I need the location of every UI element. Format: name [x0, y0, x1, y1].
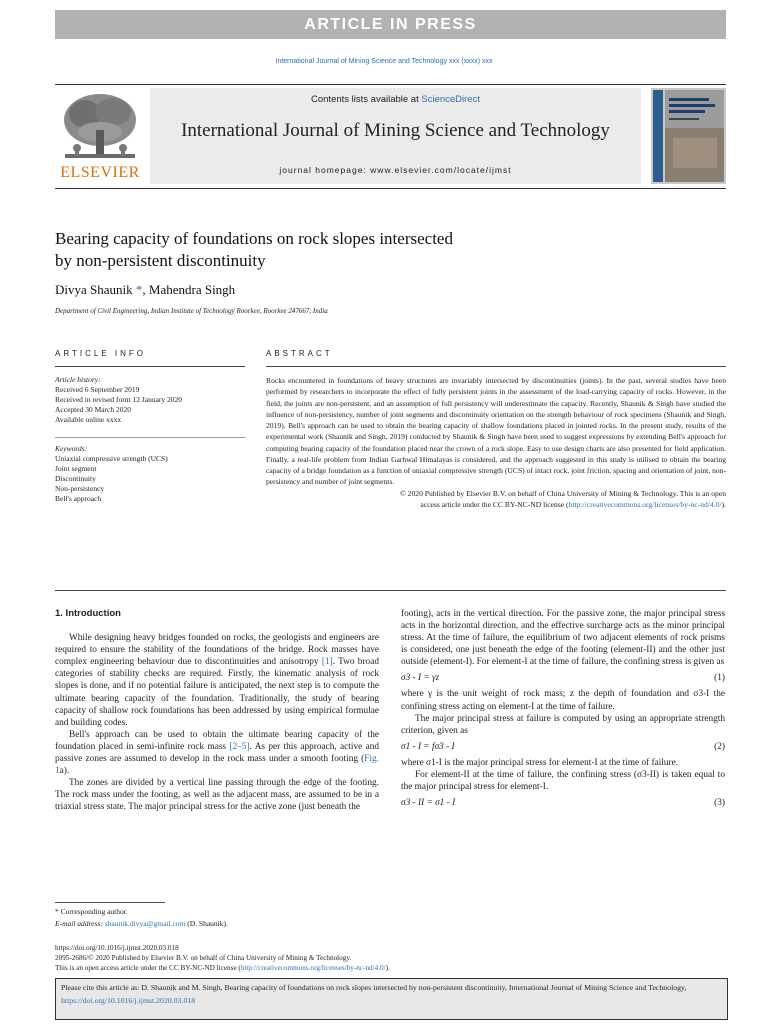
journal-citation-link[interactable]: International Journal of Mining Science and Technology xxx (xxxx) xxx [275, 58, 493, 65]
oa-license-link[interactable]: http://creativecommons.org/licenses/by-nc-nd/4.0/ [240, 964, 386, 972]
corresponding-author-note: * Corresponding author. [55, 907, 128, 916]
abstract-rule [266, 366, 726, 367]
left-column: 1. Introduction While designing heavy bridges founded on rocks, the geologists and engineers are required to ensure the stability of the foundations of the bridge. Rock masses have complex engineering behaviour due to discontinuities and anisotropy [1]. Two broad categories of stability checks are required. Firstly, the kinematic analysis of rock slopes is done, and if no potential failure is anticipated, the next step is to compute the ultimate bearing capacity of the foundation. Traditionally, the study of bearing capacity of shallow rock foundations has been addressed by using empirical formulae and building codes. Bell's approach can be used to obtain the ultimate bearing capacity of the foundation placed in semi-infinite rock mass [2–5]. As per this approach, active and passive zones are assumed to develop in the rock mass under a smooth footing (Fig. 1a). The zones are divided by a vertical line passing through the edge of the footing. The rock mass under the footing, as well as the adjacent mass, are assumed to be in a triaxial stress state. The major principal stress for the active zone (just beneath the [55, 608, 380, 813]
fig-1-link[interactable]: Fig. 1 [55, 754, 379, 777]
equation-3: σ3 - II = σ1 - I (3) [401, 798, 725, 809]
ref-link-2-5[interactable]: [2–5] [229, 741, 250, 752]
ref-link-1[interactable]: [1] [321, 657, 333, 668]
journal-title: International Journal of Mining Science and Technology [181, 120, 610, 141]
author-singh: Mahendra Singh [148, 282, 236, 297]
abstract-bottom-rule [55, 590, 726, 591]
history-keywords-divider [55, 437, 245, 438]
footnote-rule [55, 902, 165, 903]
journal-homepage[interactable]: journal homepage: www.elsevier.com/locate/ijmst [279, 165, 512, 175]
abstract-body: Rocks encountered in foundations of heavy structures are invariably intersected by discontinuities (joints). In the past, several studies have been performed by researchers to incorporate the effect of fully persistent joints in the assessment of the load-carrying capacity of rocks. However, in the field, the joints are non-persistent, and an assumption of full persistency will underestimate the capacity. Recently, Shaunik & Singh have studied the influence of non-persistency, number of joint segments and discontinuity orientation on the strength behaviour of rock specimens (Shaunik and Singh, 2019). Bell's approach can be used to obtain the bearing capacity of shallow foundations placed in jointed rocks. In the present study, results of the experimental work (Shaunik and Singh, 2019) conducted by Shaunik & Singh have been used to suggest expressions by extending Bell's approach for computing bearing capacity of the foundation placed near the crown of a rock slope. Easy to use design charts are also presented for field application. Finally, a real-life problem from Indian Garhwal Himalayas is considered, and the approach suggested in this study is utilised to obtain the bearing capacity of a bridge foundation as a function of uniaxial compressive strength (UCS) of intact rock, joint friction, spacing and orientation of joint, non-persistency and number of joint segments. © 2020 Published by Elsevier B.V. on behalf of China University of Mining & Technology. This is an open access article under the CC BY-NC-ND license (http://creativecommons.org/licenses/by-nc-nd/4.0/). [266, 376, 726, 509]
abstract-heading: ABSTRACT [266, 349, 333, 358]
header-top-rule [55, 84, 726, 85]
header-bottom-rule [55, 188, 726, 189]
please-cite-doi-link[interactable]: https://doi.org/10.1016/j.ijmst.2020.03.018 [61, 995, 196, 1005]
article-info-rule [55, 366, 245, 367]
introduction-heading: 1. Introduction [55, 608, 121, 619]
equation-1: σ3 - I = γz (1) [401, 673, 725, 684]
equation-2: σ1 - I = fσ3 - I (2) [401, 741, 725, 752]
right-column: footing), acts in the vertical direction. For the passive zone, the major principal stress acts in the horizontal direction, and the effective surcharge acts as the minor principal stress. At the time of failure, the equilibrium of two adjacent elements of rock prisms is considered, one just beneath the edge of the footing (element-II) and the other just outside (element-I). For element-I at the time of failure, the confining stress is given as σ3 - I = γz (1) where γ is the unit weight of rock mass; z the depth of foundation and σ3-I the confining stress acting on element-I at the time of failure. The major principal stress at failure is computed by using an appropriate strength criterion, given as σ1 - I = fσ3 - I (2) where σ1-I is the major principal stress for element-I at the time of failure. For element-II at the time of failure, the confining stress (σ3-II) is taken equal to the major principal stress for element-I. σ3 - II = σ1 - I (3) [401, 608, 725, 813]
article-info-heading: ARTICLE INFO [55, 349, 146, 358]
email-footnote: E-mail address: shaunik.divya@gmail.com (D. Shaunik). [55, 919, 228, 928]
issn-line: 2095-2686/© 2020 Published by Elsevier B.V. on behalf of China University of Mining & Technology. [55, 954, 352, 962]
journal-cover-image [651, 88, 726, 184]
article-history: Article history: Received 6 September 2019 Received in revised form 12 January 2020 Accepted 30 March 2020 Available online xxxx [55, 375, 183, 424]
author-shaunik: Divya Shaunik [55, 282, 133, 297]
article-title: Bearing capacity of foundations on rock slopes intersected by non-persistent discontinuity [55, 229, 453, 270]
sciencedirect-link[interactable]: ScienceDirect [421, 94, 480, 105]
contents-line: Contents lists available at ScienceDirect [311, 94, 480, 105]
author-list: Divya Shaunik *, Mahendra Singh [55, 282, 236, 297]
affiliation: Department of Civil Engineering, Indian Institute of Technology Roorkee, Roorkee 247667, India [55, 307, 328, 315]
author-email-link[interactable]: shaunik.divya@gmail.com [104, 919, 186, 928]
doi-link[interactable]: https://doi.org/10.1016/j.ijmst.2020.03.018 [55, 944, 179, 952]
open-access-line: This is an open access article under the CC BY-NC-ND license (http://creativecommons.org/licenses/by-nc-nd/4.0/). [55, 964, 390, 972]
please-cite-box: Please cite this article as: D. Shaunik and M. Singh, Bearing capacity of foundations on rock slopes intersected by non-persistent discontinuity, International Journal of Mining Science and Technology, https://doi.org/10.1016/j.ijmst.2020.03.018 [55, 978, 728, 1020]
elsevier-wordmark: ELSEVIER [60, 164, 140, 181]
copyright-line: © 2020 Published by Elsevier B.V. on behalf of China University of Mining & Technology. This is an open [400, 488, 726, 498]
license-link[interactable]: http://creativecommons.org/licenses/by-nc-nd/4.0/ [568, 499, 722, 509]
article-in-press-banner: ARTICLE IN PRESS [55, 10, 726, 39]
corresponding-author-marker[interactable]: * [135, 282, 143, 297]
keywords-list: Keywords: Uniaxial compressive strength (UCS) Joint segment Discontinuity Non-persistency Bell's approach [55, 444, 168, 503]
